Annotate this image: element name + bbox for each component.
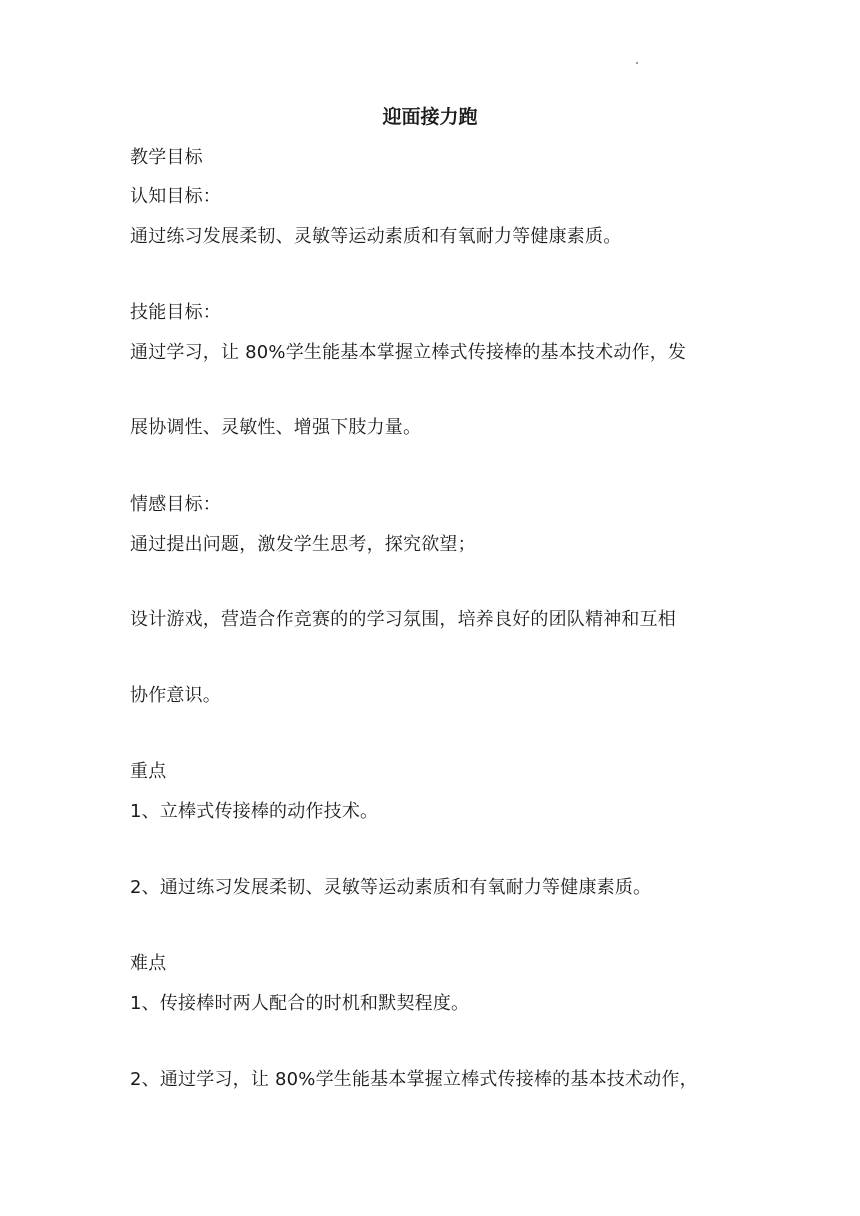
- difficult-point-item-2: 2、通过学习，让 80%学生能基本掌握立棒式传接棒的基本技术动作，: [130, 1069, 698, 1090]
- document-title: 迎面接力跑: [382, 106, 478, 128]
- key-point-item-1: 1、立棒式传接棒的动作技术。: [130, 801, 379, 822]
- page-mark: [636, 62, 638, 64]
- teaching-goals-heading: 教学目标: [130, 147, 203, 168]
- emotion-goal-text-line1: 通过提出问题，激发学生思考，探究欲望；: [130, 534, 476, 555]
- cognitive-goal-text: 通过练习发展柔韧、灵敏等运动素质和有氧耐力等健康素质。: [130, 226, 622, 247]
- skill-goal-text-line1: 通过学习，让 80%学生能基本掌握立棒式传接棒的基本技术动作，发: [130, 342, 687, 363]
- emotion-goal-text-line2: 设计游戏，营造合作竞赛的的学习氛围，培养良好的团队精神和互相: [130, 609, 676, 630]
- difficult-points-heading: 难点: [130, 953, 167, 974]
- difficult-point-item-1: 1、传接棒时两人配合的时机和默契程度。: [130, 993, 470, 1014]
- cognitive-goal-heading: 认知目标：: [130, 186, 221, 207]
- key-points-heading: 重点: [130, 761, 167, 782]
- key-point-item-2: 2、通过练习发展柔韧、灵敏等运动素质和有氧耐力等健康素质。: [130, 877, 652, 898]
- emotion-goal-text-line3: 协作意识。: [130, 685, 221, 706]
- emotion-goal-heading: 情感目标：: [130, 494, 221, 515]
- skill-goal-heading: 技能目标：: [130, 302, 221, 323]
- skill-goal-text-line2: 展协调性、灵敏性、增强下肢力量。: [130, 417, 422, 438]
